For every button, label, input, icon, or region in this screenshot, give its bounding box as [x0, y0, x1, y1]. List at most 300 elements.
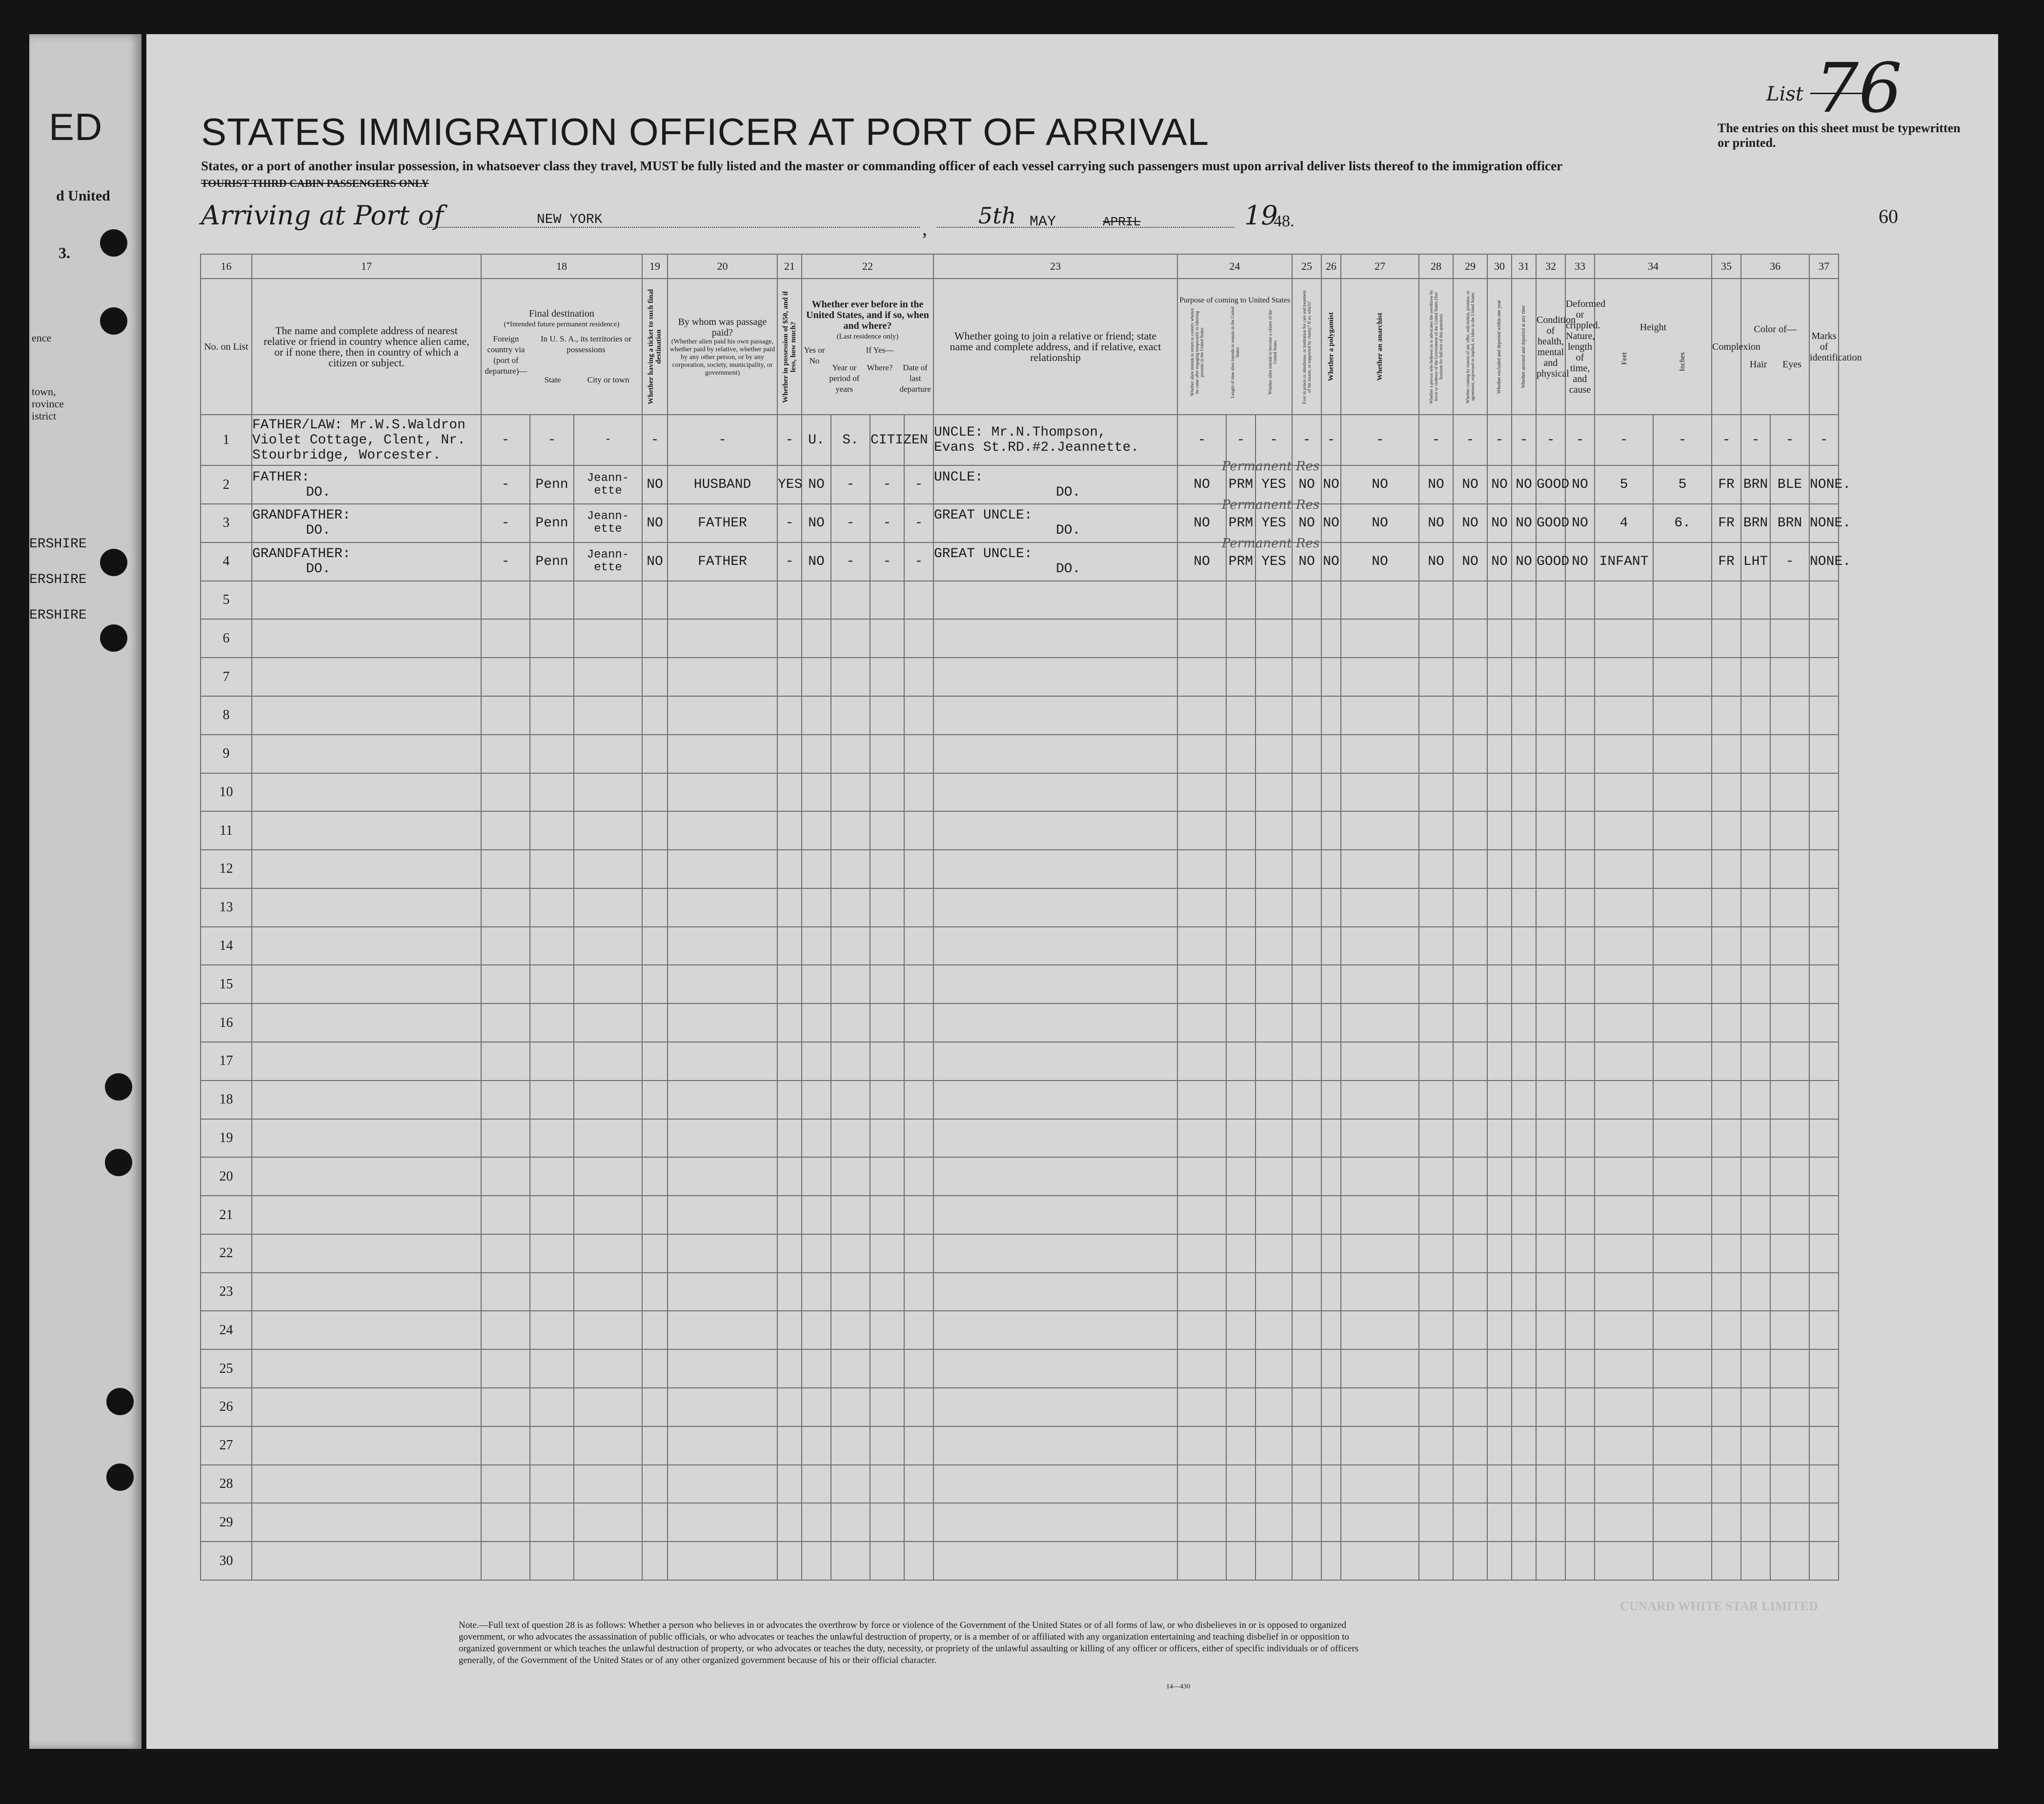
empty-cell — [1419, 1388, 1453, 1426]
empty-cell — [1512, 619, 1536, 658]
empty-cell — [1453, 1273, 1487, 1311]
empty-cell — [1809, 1388, 1839, 1426]
cell-c23-line: DO. — [1056, 523, 1081, 539]
empty-cell — [1770, 1503, 1809, 1542]
empty-cell — [668, 1081, 777, 1119]
empty-cell — [933, 1273, 1177, 1311]
empty-cell — [481, 927, 530, 965]
empty-cell — [642, 1542, 668, 1580]
empty-cell — [574, 581, 642, 620]
empty-cell — [933, 1311, 1177, 1349]
empty-cell — [1453, 1234, 1487, 1273]
empty-cell — [252, 1081, 481, 1119]
empty-cell — [777, 850, 802, 888]
empty-cell — [1453, 927, 1487, 965]
empty-cell — [252, 927, 481, 965]
empty-cell — [530, 811, 574, 850]
cell-c32: GOOD — [1536, 542, 1565, 581]
empty-cell — [1255, 1542, 1292, 1580]
binder-hole — [106, 1388, 134, 1415]
empty-cell — [870, 1196, 904, 1234]
empty-cell — [870, 619, 904, 658]
empty-cell — [1226, 965, 1255, 1003]
empty-cell — [1653, 1311, 1712, 1349]
empty-cell — [1453, 965, 1487, 1003]
list-underline — [1810, 93, 1869, 94]
empty-cell — [530, 1003, 574, 1042]
empty-cell — [1321, 1311, 1341, 1349]
empty-cell — [1565, 811, 1595, 850]
empty-cell — [1453, 1119, 1487, 1158]
header-join-relative: Whether going to join a relative or friend; state name and complete address, and if relative, exact relationship — [933, 279, 1177, 415]
empty-cell — [777, 1196, 802, 1234]
final-dest-title: Final destination — [529, 308, 594, 319]
empty-cell — [1487, 1042, 1512, 1081]
empty-cell — [481, 1042, 530, 1081]
empty-cell — [1177, 1273, 1226, 1311]
empty-cell — [870, 1349, 904, 1388]
empty-cell — [481, 1465, 530, 1503]
empty-cell — [933, 1081, 1177, 1119]
empty-cell — [1741, 1081, 1770, 1119]
empty-cell — [1741, 1503, 1770, 1542]
header-row — [201, 279, 2044, 415]
empty-cell — [1419, 658, 1453, 696]
line-number: 11 — [201, 811, 252, 850]
empty-cell — [1321, 696, 1341, 735]
empty-cell — [1177, 965, 1226, 1003]
empty-cell — [1536, 658, 1565, 696]
empty-cell — [1770, 1234, 1809, 1273]
col-num: 28 — [1419, 254, 1453, 279]
cell-c36h: BRN — [1741, 465, 1770, 504]
line-number: 3 — [201, 504, 252, 542]
empty-cell — [668, 1273, 777, 1311]
manifest-page — [146, 34, 1998, 1749]
cell-c19: NO — [642, 465, 668, 504]
empty-cell — [1487, 1196, 1512, 1234]
empty-cell — [252, 1196, 481, 1234]
cell-c24b: PRM Permanent Res — [1226, 542, 1255, 581]
empty-cell — [1226, 1503, 1255, 1542]
cell-c23 — [933, 542, 1177, 581]
empty-cell — [1741, 1196, 1770, 1234]
ever-before-sub: (Last residence only) — [836, 332, 899, 341]
empty-cell — [1565, 850, 1595, 888]
cell-c26: NO — [1321, 504, 1341, 542]
cell-c31: NO — [1512, 504, 1536, 542]
empty-cell — [1292, 773, 1321, 812]
cell-c17-line: FATHER/LAW: Mr.W.S.Waldron — [252, 417, 465, 433]
cell-c35: FR — [1712, 465, 1741, 504]
empty-cell — [668, 1119, 777, 1158]
empty-cell — [1321, 1465, 1341, 1503]
struck-month: APRIL — [1103, 215, 1141, 229]
empty-cell — [642, 696, 668, 735]
empty-cell — [1595, 1465, 1653, 1503]
empty-cell — [802, 1349, 831, 1388]
empty-cell — [1712, 1042, 1741, 1081]
empty-cell — [642, 1503, 668, 1542]
empty-cell — [1292, 1273, 1321, 1311]
header-final-destination — [481, 279, 642, 415]
empty-cell — [1292, 735, 1321, 773]
empty-cell — [1487, 1157, 1512, 1196]
line-number: 15 — [201, 965, 252, 1003]
empty-cell — [1770, 1311, 1809, 1349]
empty-cell — [1595, 735, 1653, 773]
empty-cell — [1255, 1311, 1292, 1349]
empty-cell — [1809, 927, 1839, 965]
empty-cell — [1512, 888, 1536, 927]
cell-c22d: - — [904, 504, 933, 542]
empty-cell — [1321, 1042, 1341, 1081]
cell-c17 — [252, 415, 481, 465]
empty-cell — [1341, 1503, 1419, 1542]
empty-cell — [1595, 773, 1653, 812]
height-feet: Feet — [1620, 352, 1628, 365]
empty-cell — [1512, 811, 1536, 850]
empty-cell — [1226, 1042, 1255, 1081]
cell-c23-line: DO. — [1056, 484, 1081, 500]
empty-cell — [1712, 1081, 1741, 1119]
left-title-fragment: ED — [49, 105, 103, 148]
left-row-4: ERSHIRE — [29, 608, 87, 623]
empty-cell — [642, 927, 668, 965]
empty-cell — [1512, 1311, 1536, 1349]
col-num: 35 — [1712, 254, 1741, 279]
form-number: 14—430 — [1166, 1683, 1190, 1690]
empty-cell — [1292, 1311, 1321, 1349]
empty-cell — [933, 1157, 1177, 1196]
empty-cell — [1487, 1234, 1512, 1273]
empty-cell — [1321, 888, 1341, 927]
empty-cell — [870, 1234, 904, 1273]
empty-cell — [1255, 1426, 1292, 1465]
empty-cell — [1341, 965, 1419, 1003]
empty-cell — [1653, 581, 1712, 620]
empty-cell — [1453, 1081, 1487, 1119]
empty-cell — [481, 1081, 530, 1119]
empty-cell — [668, 696, 777, 735]
cell-c36e: BRN — [1770, 504, 1809, 542]
empty-cell — [668, 1465, 777, 1503]
cell-c24c: YES — [1255, 542, 1292, 581]
cell-c23-line: DO. — [1056, 561, 1081, 577]
empty-cell — [1341, 1542, 1419, 1580]
empty-cell — [1712, 1349, 1741, 1388]
empty-cell — [1712, 888, 1741, 927]
empty-cell — [1565, 1311, 1595, 1349]
empty-cell — [1809, 1234, 1839, 1273]
cell-c17 — [252, 465, 481, 504]
empty-cell — [1341, 850, 1419, 888]
empty-cell — [1712, 1157, 1741, 1196]
cell-c37: - — [1809, 415, 1839, 465]
empty-cell — [1536, 735, 1565, 773]
empty-cell — [1653, 1157, 1712, 1196]
empty-cell — [1419, 696, 1453, 735]
empty-cell — [1177, 1042, 1226, 1081]
empty-cell — [1487, 927, 1512, 965]
empty-cell — [252, 1503, 481, 1542]
binder-hole — [100, 307, 127, 335]
cell-c27: NO — [1341, 465, 1419, 504]
empty-cell — [252, 696, 481, 735]
empty-cell — [1595, 965, 1653, 1003]
empty-cell — [574, 1349, 642, 1388]
cell-c18f: - — [481, 465, 530, 504]
cell-c23-line: GREAT UNCLE: — [934, 508, 1032, 523]
empty-cell — [574, 696, 642, 735]
empty-cell — [530, 1426, 574, 1465]
empty-cell — [1341, 811, 1419, 850]
empty-cell — [1177, 1465, 1226, 1503]
cell-c22w: - — [870, 465, 904, 504]
binder-hole — [105, 1073, 132, 1101]
empty-cell — [1321, 773, 1341, 812]
empty-cell — [1653, 1388, 1712, 1426]
empty-cell — [252, 1349, 481, 1388]
empty-cell — [642, 1042, 668, 1081]
empty-cell — [574, 811, 642, 850]
empty-cell — [870, 773, 904, 812]
empty-cell — [1321, 1196, 1341, 1234]
empty-cell — [1770, 773, 1809, 812]
empty-cell — [668, 773, 777, 812]
empty-cell — [1255, 735, 1292, 773]
col-num: 25 — [1292, 254, 1321, 279]
ever-yes-no: Yes or No — [804, 345, 825, 365]
empty-cell — [802, 773, 831, 812]
empty-cell — [1226, 811, 1255, 850]
col-num: 19 — [642, 254, 668, 279]
empty-cell — [1419, 1042, 1453, 1081]
empty-cell — [1712, 1003, 1741, 1042]
empty-cell — [1595, 927, 1653, 965]
empty-cell — [802, 581, 831, 620]
handwritten-annotation: Permanent Res — [1222, 536, 1320, 551]
cell-c35: FR — [1712, 504, 1741, 542]
empty-cell — [802, 1388, 831, 1426]
empty-cell — [1770, 1157, 1809, 1196]
cell-c21: - — [777, 542, 802, 581]
empty-cell — [831, 1196, 870, 1234]
empty-cell — [481, 735, 530, 773]
binder-hole — [100, 624, 127, 652]
empty-cell — [1226, 1388, 1255, 1426]
empty-cell — [1770, 927, 1809, 965]
cell-c37: NONE. — [1809, 465, 1839, 504]
line-number: 27 — [201, 1426, 252, 1465]
cell-c23 — [933, 415, 1177, 465]
empty-cell — [933, 1042, 1177, 1081]
empty-cell — [574, 1196, 642, 1234]
cell-c25: - — [1292, 415, 1321, 465]
empty-cell — [904, 773, 933, 812]
empty-cell — [1255, 1503, 1292, 1542]
empty-cell — [574, 1003, 642, 1042]
empty-cell — [1809, 1465, 1839, 1503]
empty-cell — [1341, 1042, 1419, 1081]
empty-cell — [1321, 850, 1341, 888]
empty-cell — [574, 1234, 642, 1273]
empty-cell — [1565, 1273, 1595, 1311]
empty-cell — [802, 1273, 831, 1311]
empty-cell — [1653, 888, 1712, 927]
empty-cell — [1453, 850, 1487, 888]
empty-cell — [1741, 1273, 1770, 1311]
ever-before-title: Whether ever before in the United States, and if so, when and where? — [806, 299, 929, 331]
empty-cell — [252, 1542, 481, 1580]
cell-c30: NO — [1487, 542, 1512, 581]
table-row — [201, 1119, 2044, 1158]
empty-cell — [530, 658, 574, 696]
empty-cell — [1487, 1542, 1512, 1580]
empty-cell — [777, 1042, 802, 1081]
empty-cell — [1512, 1081, 1536, 1119]
empty-cell — [1341, 1311, 1419, 1349]
cell-c34i: 6. — [1653, 504, 1712, 542]
empty-cell — [1536, 1119, 1565, 1158]
line-number: 7 — [201, 658, 252, 696]
table-row — [201, 1273, 2044, 1311]
empty-cell — [1177, 696, 1226, 735]
cell-c20: - — [668, 415, 777, 465]
empty-cell — [1419, 1465, 1453, 1503]
empty-cell — [904, 1234, 933, 1273]
empty-cell — [1653, 1349, 1712, 1388]
empty-cell — [831, 735, 870, 773]
empty-cell — [252, 658, 481, 696]
empty-cell — [1770, 1426, 1809, 1465]
empty-cell — [1177, 1503, 1226, 1542]
empty-cell — [777, 1081, 802, 1119]
cell-c23 — [933, 504, 1177, 542]
empty-cell — [1653, 850, 1712, 888]
empty-cell — [1809, 735, 1839, 773]
empty-cell — [1712, 581, 1741, 620]
binder-hole — [100, 549, 127, 576]
cell-c19: NO — [642, 542, 668, 581]
empty-cell — [870, 1388, 904, 1426]
empty-cell — [1712, 773, 1741, 812]
empty-cell — [574, 1081, 642, 1119]
empty-cell — [1565, 1042, 1595, 1081]
line-number: 22 — [201, 1234, 252, 1273]
empty-cell — [668, 850, 777, 888]
empty-cell — [1177, 619, 1226, 658]
empty-cell — [574, 927, 642, 965]
empty-cell — [870, 1426, 904, 1465]
empty-cell — [1809, 581, 1839, 620]
empty-cell — [1712, 1196, 1741, 1234]
empty-cell — [1255, 1349, 1292, 1388]
empty-cell — [252, 773, 481, 812]
empty-cell — [1712, 1311, 1741, 1349]
empty-cell — [530, 696, 574, 735]
empty-cell — [1741, 1465, 1770, 1503]
empty-cell — [1595, 1349, 1653, 1388]
empty-cell — [777, 1503, 802, 1542]
cell-c27: - — [1341, 415, 1419, 465]
empty-cell — [904, 1503, 933, 1542]
empty-cell — [530, 1542, 574, 1580]
empty-cell — [1809, 1003, 1839, 1042]
empty-cell — [574, 850, 642, 888]
empty-cell — [802, 619, 831, 658]
empty-cell — [481, 1503, 530, 1542]
cell-c18s: - — [530, 415, 574, 465]
line-number: 14 — [201, 927, 252, 965]
empty-cell — [1341, 1426, 1419, 1465]
cell-c30: - — [1487, 415, 1512, 465]
empty-cell — [1595, 1388, 1653, 1426]
empty-cell — [1487, 696, 1512, 735]
table-row — [201, 773, 2044, 812]
empty-cell — [1292, 1003, 1321, 1042]
empty-cell — [1453, 1465, 1487, 1503]
empty-cell — [1653, 735, 1712, 773]
cell-c17-line: Stourbridge, Worcester. — [252, 447, 441, 463]
empty-cell — [1226, 1426, 1255, 1465]
empty-cell — [1565, 1349, 1595, 1388]
empty-cell — [933, 811, 1177, 850]
arrival-day: 5th — [978, 202, 1016, 229]
empty-cell — [1419, 888, 1453, 927]
empty-cell — [1255, 1465, 1292, 1503]
table-row — [201, 1388, 2044, 1426]
empty-cell — [574, 773, 642, 812]
empty-cell — [1292, 1234, 1321, 1273]
empty-cell — [530, 1157, 574, 1196]
empty-cell — [933, 1119, 1177, 1158]
empty-cell — [481, 811, 530, 850]
cell-c24b: PRM Permanent Res — [1226, 504, 1255, 542]
empty-cell — [1321, 1349, 1341, 1388]
empty-cell — [530, 1273, 574, 1311]
empty-cell — [1321, 1234, 1341, 1273]
cell-c26: - — [1321, 415, 1341, 465]
cell-c28: NO — [1419, 542, 1453, 581]
cell-c23-line: GREAT UNCLE: — [934, 546, 1032, 562]
empty-cell — [1741, 927, 1770, 965]
handwritten-annotation: Permanent Res — [1222, 498, 1320, 513]
empty-cell — [1226, 1157, 1255, 1196]
empty-cell — [1321, 1119, 1341, 1158]
table-row — [201, 696, 2044, 735]
empty-cell — [904, 1081, 933, 1119]
left-line-2: 3. — [59, 244, 70, 261]
empty-cell — [1177, 1119, 1226, 1158]
empty-cell — [1255, 1003, 1292, 1042]
binder-hole — [100, 229, 127, 257]
empty-cell — [1419, 1003, 1453, 1042]
empty-cell — [574, 1542, 642, 1580]
line-number: 24 — [201, 1311, 252, 1349]
empty-cell — [1453, 1388, 1487, 1426]
empty-cell — [777, 773, 802, 812]
empty-cell — [574, 965, 642, 1003]
empty-cell — [1595, 696, 1653, 735]
empty-cell — [574, 1273, 642, 1311]
empty-cell — [1255, 965, 1292, 1003]
empty-cell — [802, 658, 831, 696]
empty-cell — [1292, 1503, 1321, 1542]
empty-cell — [802, 888, 831, 927]
empty-cell — [870, 1003, 904, 1042]
empty-cell — [1419, 1349, 1453, 1388]
